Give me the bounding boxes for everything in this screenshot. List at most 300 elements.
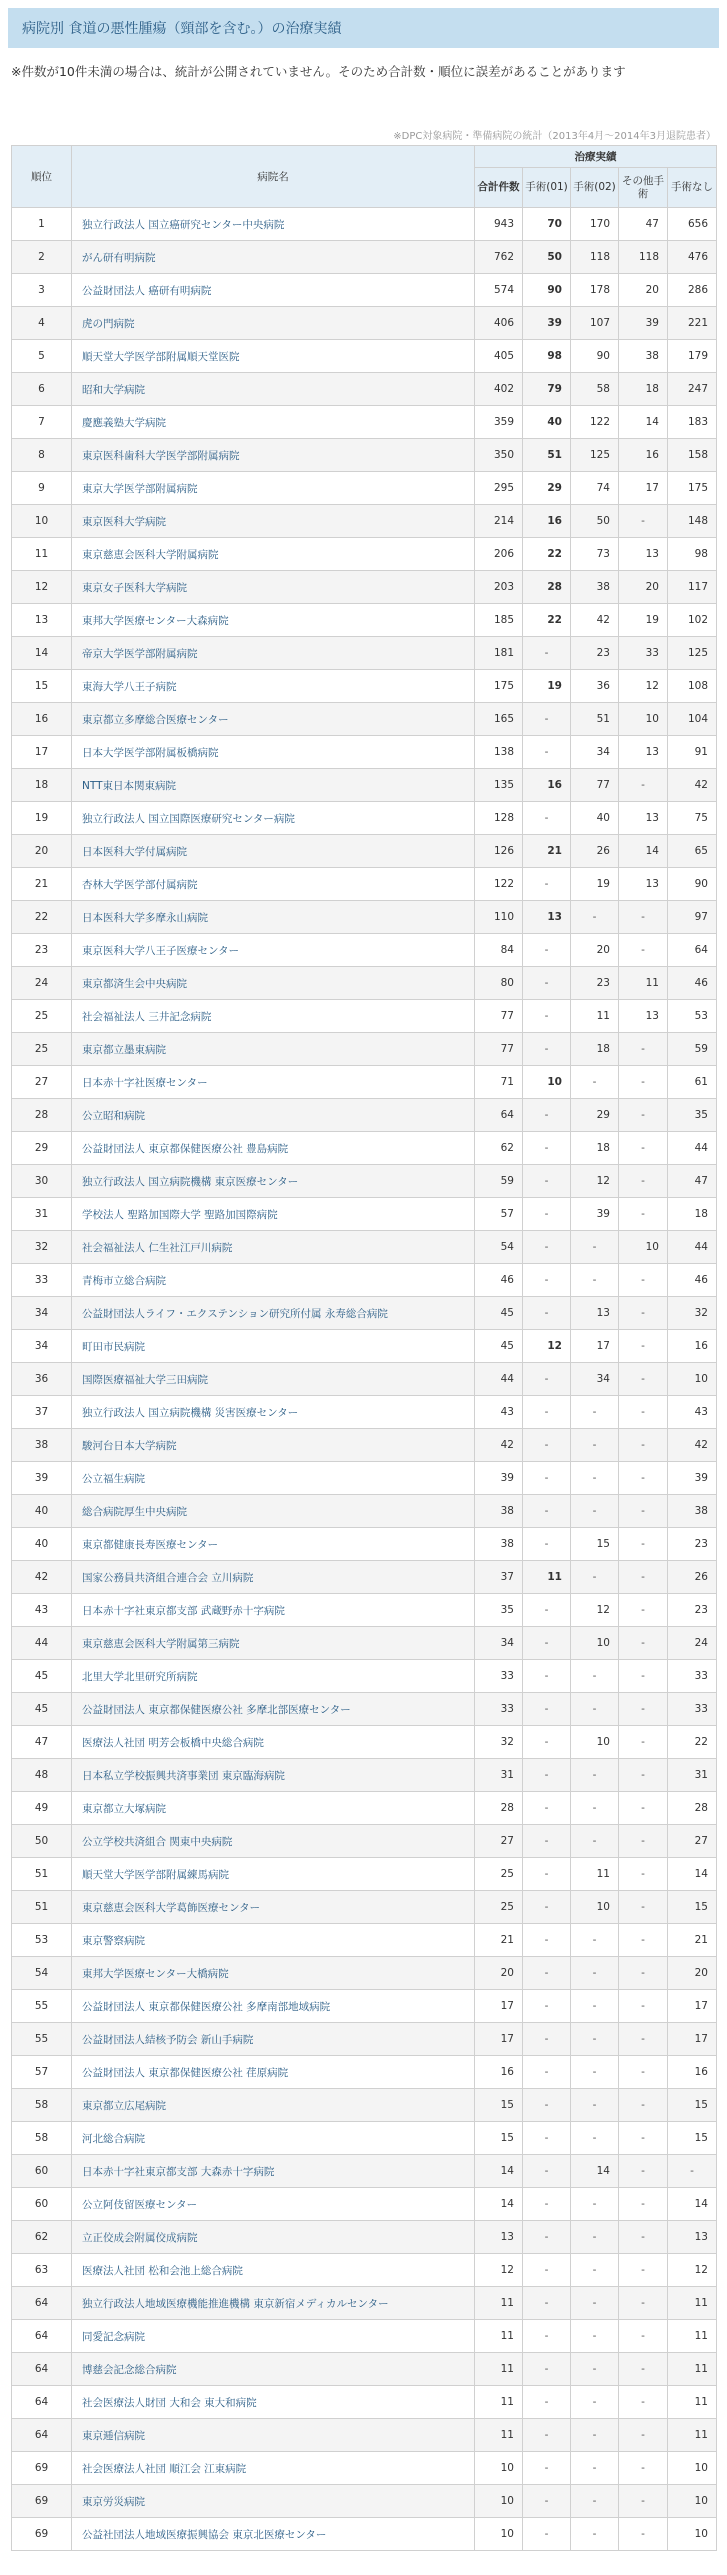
- table-row: [12, 2386, 717, 2419]
- no-surgery-cell: 31: [668, 1759, 717, 1792]
- rank-cell: 50: [12, 1825, 72, 1858]
- note-text: ※件数が10件未満の場合は、統計が公開されていません。そのため合計数・順位に誤差があることがあります: [11, 64, 626, 79]
- surgery-01-cell: -: [523, 1198, 571, 1231]
- surgery-02-cell: 29: [571, 1099, 619, 1132]
- no-surgery-cell: 183: [668, 406, 717, 439]
- total-cell: 54: [475, 1231, 523, 1264]
- hospital-link[interactable]: 杏林大学医学部付属病院: [72, 868, 475, 901]
- surgery-02-cell: 18: [571, 1132, 619, 1165]
- no-surgery-cell: 98: [668, 538, 717, 571]
- no-surgery-cell: 59: [668, 1033, 717, 1066]
- surgery-02-cell: -: [571, 1264, 619, 1297]
- other-surgery-cell: -: [619, 2353, 668, 2386]
- other-surgery-cell: 14: [619, 406, 668, 439]
- hospital-link[interactable]: 東京医科歯科大学医学部附属病院: [72, 439, 475, 472]
- hospital-link[interactable]: 順天堂大学医学部附属練馬病院: [72, 1858, 475, 1891]
- hospital-link[interactable]: 日本医科大学付属病院: [72, 835, 475, 868]
- hospital-link[interactable]: 東京女子医科大学病院: [72, 571, 475, 604]
- table-row: [12, 736, 717, 769]
- total-cell: 12: [475, 2254, 523, 2287]
- hospital-link[interactable]: 河北総合病院: [72, 2122, 475, 2155]
- table-row: [12, 1924, 717, 1957]
- table-row: [12, 1000, 717, 1033]
- rank-cell: 2: [12, 241, 72, 274]
- hospital-link[interactable]: 独立行政法人 国立国際医療研究センター病院: [72, 802, 475, 835]
- hospital-link[interactable]: 公立福生病院: [72, 1462, 475, 1495]
- hospital-link[interactable]: 東京慈恵会医科大学附属病院: [72, 538, 475, 571]
- hospital-link[interactable]: 同愛記念病院: [72, 2320, 475, 2353]
- hospital-link[interactable]: 国際医療福祉大学三田病院: [72, 1363, 475, 1396]
- table-row: [12, 2254, 717, 2287]
- surgery-01-cell: -: [523, 1165, 571, 1198]
- hospital-link[interactable]: 公益財団法人 東京都保健医療公社 豊島病院: [72, 1132, 475, 1165]
- total-cell: 31: [475, 1759, 523, 1792]
- no-surgery-cell: 17: [668, 1990, 717, 2023]
- surgery-02-cell: -: [571, 2122, 619, 2155]
- surgery-02-cell: 15: [571, 1528, 619, 1561]
- hospital-link[interactable]: 日本私立学校振興共済事業団 東京臨海病院: [72, 1759, 475, 1792]
- total-cell: 17: [475, 2023, 523, 2056]
- rank-cell: 69: [12, 2518, 72, 2551]
- header-rank[interactable]: 順位: [12, 146, 72, 208]
- rank-cell: 30: [12, 1165, 72, 1198]
- other-surgery-cell: 33: [619, 637, 668, 670]
- rank-cell: 28: [12, 1099, 72, 1132]
- hospital-link[interactable]: 昭和大学病院: [72, 373, 475, 406]
- hospital-link[interactable]: 順天堂大学医学部附属順天堂医院: [72, 340, 475, 373]
- table-row: [12, 802, 717, 835]
- page-title-bar: [8, 8, 719, 48]
- surgery-02-cell: 125: [571, 439, 619, 472]
- other-surgery-cell: -: [619, 2221, 668, 2254]
- hospital-link[interactable]: 東京医科大学病院: [72, 505, 475, 538]
- hospital-link[interactable]: 慶應義塾大学病院: [72, 406, 475, 439]
- total-cell: 943: [475, 208, 523, 241]
- no-surgery-cell: 15: [668, 1891, 717, 1924]
- hospital-link[interactable]: 公益財団法人 東京都保健医療公社 多摩南部地域病院: [72, 1990, 475, 2023]
- other-surgery-cell: 39: [619, 307, 668, 340]
- total-cell: 46: [475, 1264, 523, 1297]
- table-row: [12, 2419, 717, 2452]
- other-surgery-cell: 13: [619, 538, 668, 571]
- table-row: [12, 1858, 717, 1891]
- surgery-02-cell: -: [571, 2353, 619, 2386]
- no-surgery-cell: 46: [668, 967, 717, 1000]
- other-surgery-cell: -: [619, 1363, 668, 1396]
- surgery-01-cell: 11: [523, 1561, 571, 1594]
- hospital-link[interactable]: 東京都立大塚病院: [72, 1792, 475, 1825]
- surgery-02-cell: 107: [571, 307, 619, 340]
- rank-cell: 64: [12, 2287, 72, 2320]
- table-row: [12, 835, 717, 868]
- no-surgery-cell: 43: [668, 1396, 717, 1429]
- other-surgery-cell: 10: [619, 1231, 668, 1264]
- total-cell: 203: [475, 571, 523, 604]
- total-cell: 405: [475, 340, 523, 373]
- table-row: [12, 1033, 717, 1066]
- hospital-link[interactable]: 立正佼成会附属佼成病院: [72, 2221, 475, 2254]
- table-row: [12, 307, 717, 340]
- rank-cell: 15: [12, 670, 72, 703]
- surgery-02-cell: 122: [571, 406, 619, 439]
- no-surgery-cell: 179: [668, 340, 717, 373]
- hospital-link[interactable]: 日本赤十字社東京都支部 大森赤十字病院: [72, 2155, 475, 2188]
- other-surgery-cell: -: [619, 1726, 668, 1759]
- other-surgery-cell: -: [619, 1858, 668, 1891]
- other-surgery-cell: -: [619, 2056, 668, 2089]
- no-surgery-cell: 39: [668, 1462, 717, 1495]
- surgery-02-cell: 50: [571, 505, 619, 538]
- no-surgery-cell: 11: [668, 2386, 717, 2419]
- no-surgery-cell: 158: [668, 439, 717, 472]
- other-surgery-cell: -: [619, 1429, 668, 1462]
- hospital-link[interactable]: 公立昭和病院: [72, 1099, 475, 1132]
- surgery-02-cell: 23: [571, 637, 619, 670]
- surgery-01-cell: 29: [523, 472, 571, 505]
- table-row: [12, 1264, 717, 1297]
- header-treatment-group: 治療実績: [475, 146, 717, 168]
- surgery-02-cell: 51: [571, 703, 619, 736]
- table-row: [12, 1495, 717, 1528]
- rank-cell: 25: [12, 1033, 72, 1066]
- surgery-02-cell: 170: [571, 208, 619, 241]
- hospital-link[interactable]: 医療法人社団 明芳会板橋中央総合病院: [72, 1726, 475, 1759]
- hospital-link[interactable]: 東京大学医学部附属病院: [72, 472, 475, 505]
- table-row: [12, 1990, 717, 2023]
- hospital-link[interactable]: 東京都立墨東病院: [72, 1033, 475, 1066]
- other-surgery-cell: -: [619, 1033, 668, 1066]
- no-surgery-cell: 65: [668, 835, 717, 868]
- total-cell: 15: [475, 2089, 523, 2122]
- table-row: [12, 1099, 717, 1132]
- total-cell: 214: [475, 505, 523, 538]
- hospital-link[interactable]: 公益財団法人結核予防会 新山手病院: [72, 2023, 475, 2056]
- total-cell: 15: [475, 2122, 523, 2155]
- hospital-link[interactable]: 独立行政法人 国立病院機構 東京医療センター: [72, 1165, 475, 1198]
- hospital-link[interactable]: 東邦大学医療センター大橋病院: [72, 1957, 475, 1990]
- rank-cell: 45: [12, 1660, 72, 1693]
- hospital-link[interactable]: 国家公務員共済組合連合会 立川病院: [72, 1561, 475, 1594]
- rank-cell: 43: [12, 1594, 72, 1627]
- total-cell: 135: [475, 769, 523, 802]
- surgery-02-cell: -: [571, 1462, 619, 1495]
- no-surgery-cell: 11: [668, 2320, 717, 2353]
- header-total[interactable]: 合計件数: [475, 168, 523, 208]
- other-surgery-cell: -: [619, 2023, 668, 2056]
- no-surgery-cell: 42: [668, 769, 717, 802]
- hospital-link[interactable]: 東京都済生会中央病院: [72, 967, 475, 1000]
- other-surgery-cell: -: [619, 2386, 668, 2419]
- table-row: [12, 208, 717, 241]
- total-cell: 10: [475, 2452, 523, 2485]
- other-surgery-cell: -: [619, 2419, 668, 2452]
- rank-cell: 7: [12, 406, 72, 439]
- hospital-link[interactable]: 社会医療法人財団 大和会 東大和病院: [72, 2386, 475, 2419]
- hospital-link[interactable]: 北里大学北里研究所病院: [72, 1660, 475, 1693]
- surgery-02-cell: 58: [571, 373, 619, 406]
- no-surgery-cell: 476: [668, 241, 717, 274]
- hospital-link[interactable]: 公益財団法人 東京都保健医療公社 多摩北部医療センター: [72, 1693, 475, 1726]
- rank-cell: 60: [12, 2188, 72, 2221]
- hospital-link[interactable]: 東京都立広尾病院: [72, 2089, 475, 2122]
- rank-cell: 47: [12, 1726, 72, 1759]
- other-surgery-cell: -: [619, 1066, 668, 1099]
- hospital-link[interactable]: 公立学校共済組合 関東中央病院: [72, 1825, 475, 1858]
- surgery-01-cell: 90: [523, 274, 571, 307]
- hospital-link[interactable]: 帝京大学医学部附属病院: [72, 637, 475, 670]
- total-cell: 43: [475, 1396, 523, 1429]
- no-surgery-cell: 16: [668, 2056, 717, 2089]
- no-surgery-cell: 46: [668, 1264, 717, 1297]
- hospital-link[interactable]: 駿河台日本大学病院: [72, 1429, 475, 1462]
- hospital-link[interactable]: がん研有明病院: [72, 241, 475, 274]
- surgery-01-cell: -: [523, 2188, 571, 2221]
- other-surgery-cell: -: [619, 2254, 668, 2287]
- rank-cell: 55: [12, 2023, 72, 2056]
- hospital-link[interactable]: 虎の門病院: [72, 307, 475, 340]
- table-body: [12, 208, 717, 2551]
- hospital-link[interactable]: 公益財団法人ライフ・エクステンション研究所付属 永寿総合病院: [72, 1297, 475, 1330]
- header-surgery-01[interactable]: 手術(01): [523, 168, 571, 208]
- hospital-link[interactable]: 東京慈恵会医科大学附属第三病院: [72, 1627, 475, 1660]
- table-row: [12, 934, 717, 967]
- hospital-link[interactable]: 東京逓信病院: [72, 2419, 475, 2452]
- no-surgery-cell: 44: [668, 1231, 717, 1264]
- rank-cell: 14: [12, 637, 72, 670]
- surgery-01-cell: -: [523, 2056, 571, 2089]
- hospital-link[interactable]: 東京慈恵会医科大学葛飾医療センター: [72, 1891, 475, 1924]
- table-row: [12, 406, 717, 439]
- surgery-02-cell: -: [571, 1660, 619, 1693]
- no-surgery-cell: 221: [668, 307, 717, 340]
- hospital-link[interactable]: 総合病院厚生中央病院: [72, 1495, 475, 1528]
- no-surgery-cell: 125: [668, 637, 717, 670]
- rank-cell: 58: [12, 2089, 72, 2122]
- surgery-02-cell: 90: [571, 340, 619, 373]
- surgery-01-cell: -: [523, 1363, 571, 1396]
- surgery-02-cell: 19: [571, 868, 619, 901]
- surgery-01-cell: 51: [523, 439, 571, 472]
- total-cell: 34: [475, 1627, 523, 1660]
- table-row: [12, 2221, 717, 2254]
- source-note: ※DPC対象病院・準備病院の統計（2013年4月〜2014年3月退院患者）: [393, 131, 716, 142]
- surgery-02-cell: 73: [571, 538, 619, 571]
- hospital-link[interactable]: 独立行政法人 国立癌研究センター中央病院: [72, 208, 475, 241]
- surgery-02-cell: 34: [571, 1363, 619, 1396]
- other-surgery-cell: -: [619, 1660, 668, 1693]
- hospital-link[interactable]: 東京医科大学八王子医療センター: [72, 934, 475, 967]
- rank-cell: 57: [12, 2056, 72, 2089]
- table-row: [12, 1594, 717, 1627]
- ranking-table: [11, 145, 717, 2551]
- hospital-link[interactable]: 日本大学医学部附属板橋病院: [72, 736, 475, 769]
- no-surgery-cell: 247: [668, 373, 717, 406]
- other-surgery-cell: -: [619, 1891, 668, 1924]
- surgery-01-cell: -: [523, 1132, 571, 1165]
- other-surgery-cell: -: [619, 1297, 668, 1330]
- no-surgery-cell: 33: [668, 1660, 717, 1693]
- rank-cell: 13: [12, 604, 72, 637]
- hospital-link[interactable]: 日本赤十字社東京都支部 武蔵野赤十字病院: [72, 1594, 475, 1627]
- table-row: [12, 241, 717, 274]
- total-cell: 10: [475, 2518, 523, 2551]
- surgery-02-cell: -: [571, 1957, 619, 1990]
- hospital-link[interactable]: 博慈会記念総合病院: [72, 2353, 475, 2386]
- rank-cell: 64: [12, 2320, 72, 2353]
- surgery-02-cell: -: [571, 2221, 619, 2254]
- no-surgery-cell: 14: [668, 1858, 717, 1891]
- hospital-link[interactable]: 東邦大学医療センター大森病院: [72, 604, 475, 637]
- rank-cell: 33: [12, 1264, 72, 1297]
- no-surgery-cell: 16: [668, 1330, 717, 1363]
- no-surgery-cell: 18: [668, 1198, 717, 1231]
- hospital-link[interactable]: 日本赤十字社医療センター: [72, 1066, 475, 1099]
- hospital-link[interactable]: 東京労災病院: [72, 2485, 475, 2518]
- hospital-link[interactable]: 独立行政法人 国立病院機構 災害医療センター: [72, 1396, 475, 1429]
- no-surgery-cell: 17: [668, 2023, 717, 2056]
- header-hospital[interactable]: 病院名: [72, 146, 475, 208]
- no-surgery-cell: 21: [668, 1924, 717, 1957]
- hospital-link[interactable]: 公益財団法人 癌研有明病院: [72, 274, 475, 307]
- hospital-link[interactable]: 町田市民病院: [72, 1330, 475, 1363]
- surgery-01-cell: -: [523, 2089, 571, 2122]
- hospital-link[interactable]: 社会福祉法人 三井記念病院: [72, 1000, 475, 1033]
- other-surgery-cell: -: [619, 1198, 668, 1231]
- hospital-link[interactable]: 東京都立多摩総合医療センター: [72, 703, 475, 736]
- surgery-01-cell: -: [523, 1627, 571, 1660]
- surgery-01-cell: -: [523, 2155, 571, 2188]
- total-cell: 38: [475, 1528, 523, 1561]
- hospital-link[interactable]: 独立行政法人地域医療機能推進機構 東京新宿メディカルセンター: [72, 2287, 475, 2320]
- hospital-link[interactable]: 公益社団法人地域医療振興協会 東京北医療センター: [72, 2518, 475, 2551]
- rank-cell: 69: [12, 2485, 72, 2518]
- other-surgery-cell: -: [619, 1792, 668, 1825]
- total-cell: 62: [475, 1132, 523, 1165]
- other-surgery-cell: -: [619, 1528, 668, 1561]
- rank-cell: 38: [12, 1429, 72, 1462]
- surgery-01-cell: -: [523, 1033, 571, 1066]
- other-surgery-cell: 118: [619, 241, 668, 274]
- surgery-01-cell: -: [523, 802, 571, 835]
- hospital-link[interactable]: 社会福祉法人 仁生社江戸川病院: [72, 1231, 475, 1264]
- other-surgery-cell: -: [619, 901, 668, 934]
- surgery-02-cell: 10: [571, 1627, 619, 1660]
- hospital-link[interactable]: 東京都健康長寿医療センター: [72, 1528, 475, 1561]
- surgery-02-cell: -: [571, 2320, 619, 2353]
- rank-cell: 42: [12, 1561, 72, 1594]
- surgery-02-cell: 18: [571, 1033, 619, 1066]
- rank-cell: 11: [12, 538, 72, 571]
- no-surgery-cell: 61: [668, 1066, 717, 1099]
- no-surgery-cell: 104: [668, 703, 717, 736]
- rank-cell: 32: [12, 1231, 72, 1264]
- surgery-02-cell: -: [571, 1990, 619, 2023]
- surgery-01-cell: -: [523, 967, 571, 1000]
- surgery-01-cell: 79: [523, 373, 571, 406]
- rank-cell: 19: [12, 802, 72, 835]
- surgery-02-cell: 77: [571, 769, 619, 802]
- rank-cell: 51: [12, 1891, 72, 1924]
- total-cell: 175: [475, 670, 523, 703]
- no-surgery-cell: 12: [668, 2254, 717, 2287]
- surgery-02-cell: 12: [571, 1165, 619, 1198]
- rank-cell: 64: [12, 2386, 72, 2419]
- hospital-link[interactable]: 日本医科大学多摩永山病院: [72, 901, 475, 934]
- rank-cell: 9: [12, 472, 72, 505]
- other-surgery-cell: -: [619, 1924, 668, 1957]
- hospital-link[interactable]: 東京警察病院: [72, 1924, 475, 1957]
- table-row: [12, 2089, 717, 2122]
- total-cell: 57: [475, 1198, 523, 1231]
- other-surgery-cell: 47: [619, 208, 668, 241]
- rank-cell: 54: [12, 1957, 72, 1990]
- hospital-link[interactable]: 東海大学八王子病院: [72, 670, 475, 703]
- hospital-link[interactable]: 医療法人社団 松和会池上総合病院: [72, 2254, 475, 2287]
- other-surgery-cell: -: [619, 1627, 668, 1660]
- surgery-02-cell: 178: [571, 274, 619, 307]
- rank-cell: 1: [12, 208, 72, 241]
- surgery-02-cell: 42: [571, 604, 619, 637]
- surgery-01-cell: -: [523, 1924, 571, 1957]
- surgery-01-cell: 70: [523, 208, 571, 241]
- hospital-link[interactable]: 社会医療法人社団 順江会 江東病院: [72, 2452, 475, 2485]
- total-cell: 20: [475, 1957, 523, 1990]
- table-row: [12, 439, 717, 472]
- total-cell: 122: [475, 868, 523, 901]
- surgery-01-cell: -: [523, 1000, 571, 1033]
- surgery-01-cell: -: [523, 1528, 571, 1561]
- hospital-link[interactable]: NTT東日本関東病院: [72, 769, 475, 802]
- other-surgery-cell: -: [619, 2518, 668, 2551]
- no-surgery-cell: 64: [668, 934, 717, 967]
- table-row: [12, 703, 717, 736]
- table-row: [12, 1693, 717, 1726]
- total-cell: 44: [475, 1363, 523, 1396]
- surgery-02-cell: -: [571, 1429, 619, 1462]
- table-row: [12, 1792, 717, 1825]
- rank-cell: 58: [12, 2122, 72, 2155]
- hospital-link[interactable]: 公立阿伎留医療センター: [72, 2188, 475, 2221]
- hospital-link[interactable]: 青梅市立総合病院: [72, 1264, 475, 1297]
- table-row: [12, 571, 717, 604]
- surgery-02-cell: -: [571, 1495, 619, 1528]
- surgery-01-cell: -: [523, 1594, 571, 1627]
- surgery-02-cell: 20: [571, 934, 619, 967]
- header-other-surgery[interactable]: その他手術: [619, 168, 668, 208]
- surgery-02-cell: 23: [571, 967, 619, 1000]
- no-surgery-cell: 22: [668, 1726, 717, 1759]
- hospital-link[interactable]: 学校法人 聖路加国際大学 聖路加国際病院: [72, 1198, 475, 1231]
- rank-cell: 45: [12, 1693, 72, 1726]
- total-cell: 59: [475, 1165, 523, 1198]
- surgery-01-cell: -: [523, 1825, 571, 1858]
- total-cell: 32: [475, 1726, 523, 1759]
- table-row: [12, 472, 717, 505]
- total-cell: 110: [475, 901, 523, 934]
- surgery-02-cell: 34: [571, 736, 619, 769]
- surgery-01-cell: -: [523, 2353, 571, 2386]
- surgery-02-cell: -: [571, 2452, 619, 2485]
- table-row: [12, 1429, 717, 1462]
- header-no-surgery[interactable]: 手術なし: [668, 168, 717, 208]
- surgery-02-cell: 12: [571, 1594, 619, 1627]
- header-surgery-02[interactable]: 手術(02): [571, 168, 619, 208]
- surgery-01-cell: -: [523, 1264, 571, 1297]
- hospital-link[interactable]: 公益財団法人 東京都保健医療公社 荏原病院: [72, 2056, 475, 2089]
- total-cell: 10: [475, 2485, 523, 2518]
- table-row: [12, 1660, 717, 1693]
- total-cell: 84: [475, 934, 523, 967]
